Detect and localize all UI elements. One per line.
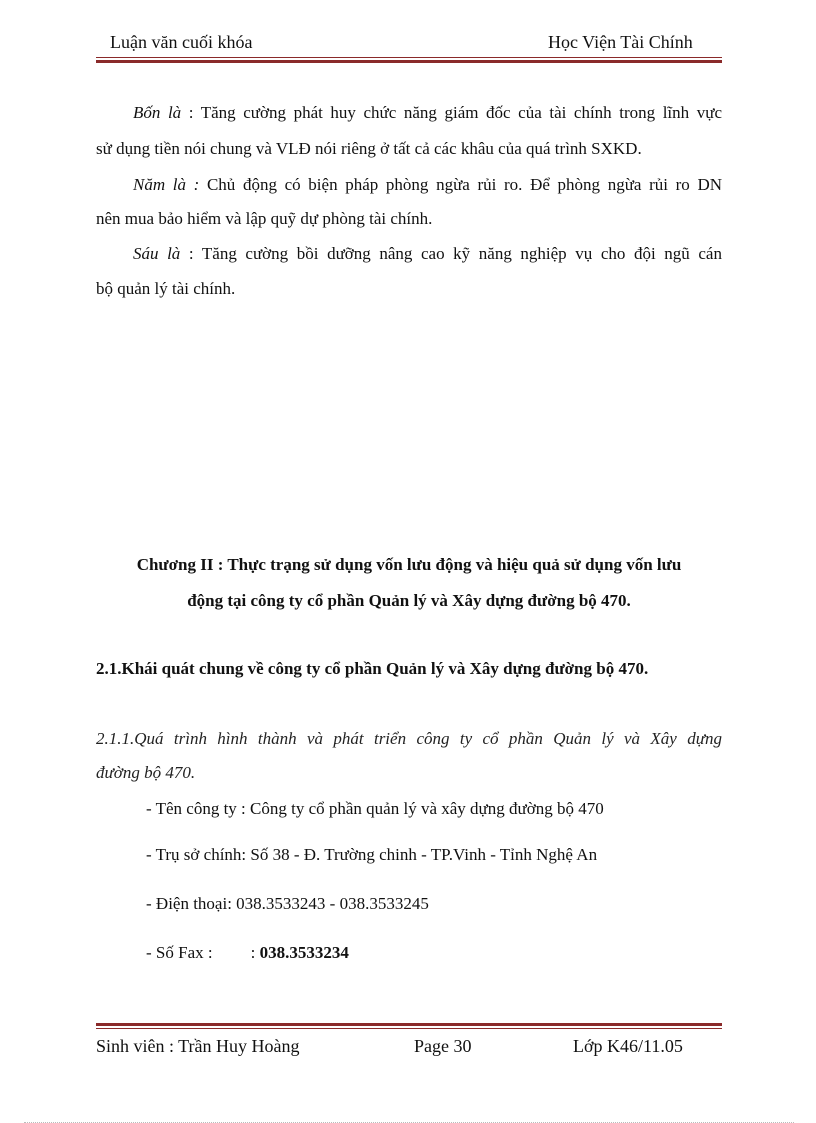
company-phone: - Điện thoại: 038.3533243 - 038.3533245 [146, 894, 429, 913]
footer-student: Sinh viên : Trần Huy Hoàng [96, 1036, 300, 1056]
footer-divider [96, 1023, 722, 1029]
fax-label: - Số Fax : [146, 943, 213, 962]
footer-page-number: Page 30 [414, 1036, 472, 1056]
subsection-title-line-1: 2.1.1.Quá trình hình thành và phát triển công ty cổ phần Quản lý và Xây dựng [96, 729, 722, 748]
header-divider [96, 57, 722, 63]
paragraph-4-lead: Bốn là [133, 103, 182, 122]
subsection-title-line-2: đường bộ 470. [96, 763, 196, 782]
paragraph-5-line-2: nên mua bảo hiểm và lập quỹ dự phòng tài chính. [96, 209, 433, 228]
fax-separator: : [250, 943, 256, 962]
chapter-title-line-2: động tại công ty cổ phần Quản lý và Xây dựng đường bộ 470. [187, 591, 631, 610]
company-fax [146, 944, 349, 962]
header-institution: Học Viện Tài Chính [548, 32, 693, 52]
paragraph-6-line-1: Sáu là : Tăng cường bồi dưỡng nâng cao kỹ năng nghiệp vụ cho đội ngũ cán [133, 244, 722, 263]
paragraph-5-lead: Năm là : [133, 175, 200, 194]
paragraph-4-line-1: Bốn là : Tăng cường phát huy chức năng giám đốc của tài chính trong lĩnh vực [133, 103, 722, 122]
company-address: - Trụ sở chính: Số 38 - Đ. Trường chinh - TP.Vinh - Tỉnh Nghệ An [146, 845, 598, 864]
company-name: - Tên công ty : Công ty cổ phần quản lý và xây dựng đường bộ 470 [146, 799, 604, 818]
header-thesis-title: Luận văn cuối khóa [110, 32, 253, 52]
paragraph-4-line-2: sử dụng tiền nói chung và VLĐ nói riêng ở tất cả các khâu của quá trình SXKD. [96, 139, 642, 158]
footer-class: Lớp K46/11.05 [573, 1036, 683, 1056]
paragraph-6-line-2: bộ quản lý tài chính. [96, 279, 236, 298]
chapter-title-line-1: Chương II : Thực trạng sử dụng vốn lưu động và hiệu quả sử dụng vốn lưu [136, 555, 682, 574]
paragraph-5-line-1: Năm là : Chủ động có biện pháp phòng ngừa rủi ro. Để phòng ngừa rủi ro DN [133, 175, 723, 194]
section-title: 2.1.Khái quát chung về công ty cổ phần Quản lý và Xây dựng đường bộ 470. [96, 659, 649, 678]
paragraph-6-lead: Sáu là [133, 244, 181, 263]
fax-value: 038.3533234 [259, 943, 349, 962]
